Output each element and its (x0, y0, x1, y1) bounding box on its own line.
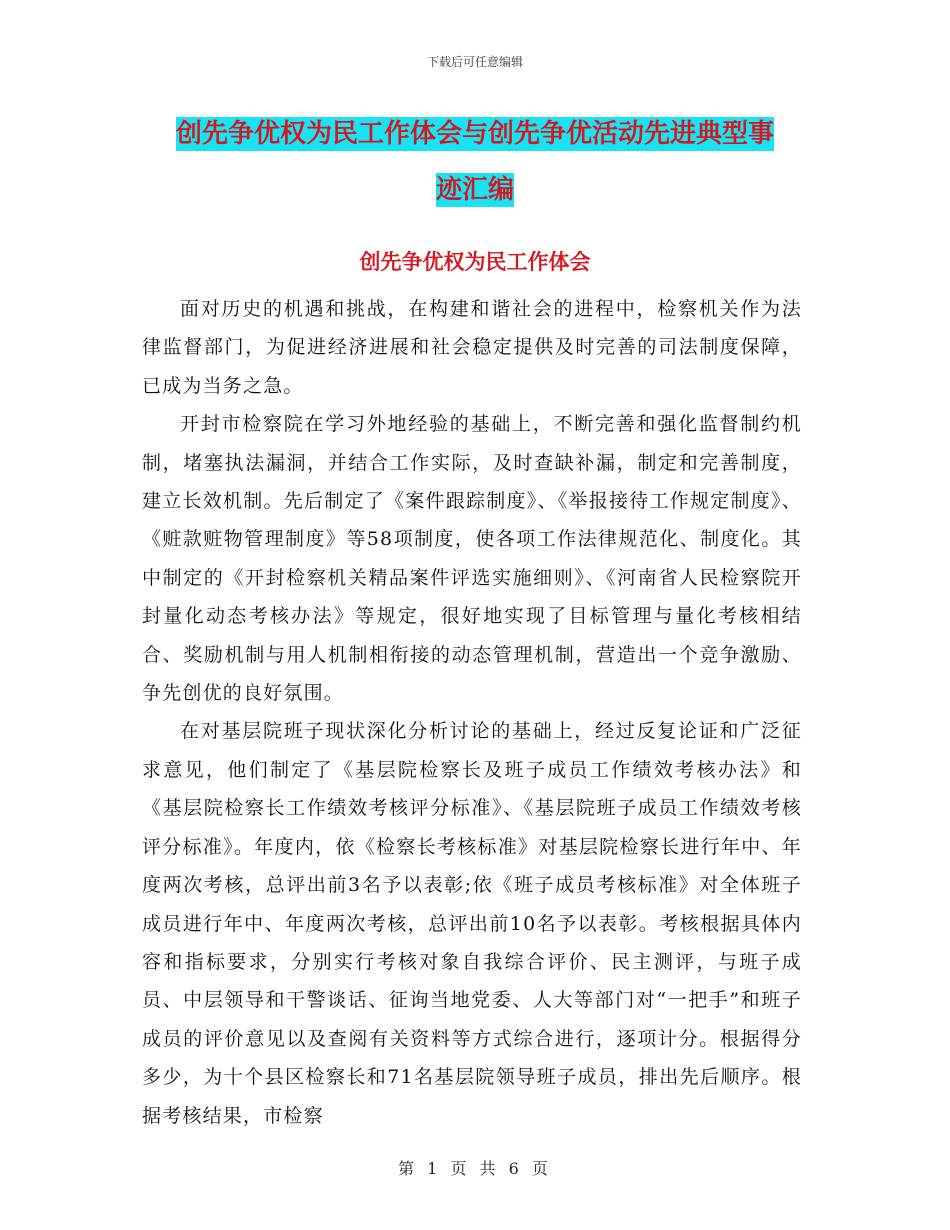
document-title-line-2: 迹汇编 (435, 175, 514, 205)
document-title-line-1: 创先争优权为民工作体会与创先争优活动先进典型事 (175, 119, 774, 149)
page-header-note: 下载后可任意编辑 (426, 55, 523, 69)
page-footer: 第 1 页 共 6 页 (398, 1159, 552, 1178)
paragraph: 在对基层院班子现状深化分析讨论的基础上，经过反复论证和广泛征求意见，他们制定了《基层院检察长及班子成员工作绩效考核办法》和《基层院检察长工作绩效考核评分标准》、《基层院班子成员工作绩效考核评分标准》。年度内，依《检察长考核标准》对基层院检察长进行年中、年度两次考核，总评出前3名予以表彰;依《班子成员考核标准》对全体班子成员进行年中、年度两次考核，总评出前10名予以表彰。考核根据具体内容和指标要求，分别实行考核对象自我综合评价、民主测评，与班子成员、中层领导和干警谈话、征询当地党委、人大等部门对“一把手”和班子成员的评价意见以及查阅有关资料等方式综合进行，逐项计分。根据得分多少，为十个县区检察长和71名基层院领导班子成员，排出先后顺序。根据考核结果，市检察 (142, 720, 802, 1127)
paragraph: 开封市检察院在学习外地经验的基础上，不断完善和强化监督制约机制，堵塞执法漏洞，并结合工作实际，及时查缺补漏，制定和完善制度，建立长效机制。先后制定了《案件跟踪制度》、《举报接待工作规定制度》、《赃款赃物管理制度》等58项制度，使各项工作法律规范化、制度化。其中制定的《开封检察机关精品案件评选实施细则》、《河南省人民检察院开封量化动态考核办法》等规定，很好地实现了目标管理与量化考核相结合、奖励机制与用人机制相衔接的动态管理机制，营造出一个竞争激励、争先创优的良好氛围。 (142, 413, 802, 705)
body-text (142, 290, 802, 1135)
paragraph: 面对历史的机遇和挑战，在构建和谐社会的进程中，检察机关作为法律监督部门，为促进经济进展和社会稳定提供及时完善的司法制度保障，已成为当务之急。 (142, 298, 802, 397)
document-title (140, 106, 810, 218)
section-title: 创先争优权为民工作体会 (359, 249, 591, 274)
